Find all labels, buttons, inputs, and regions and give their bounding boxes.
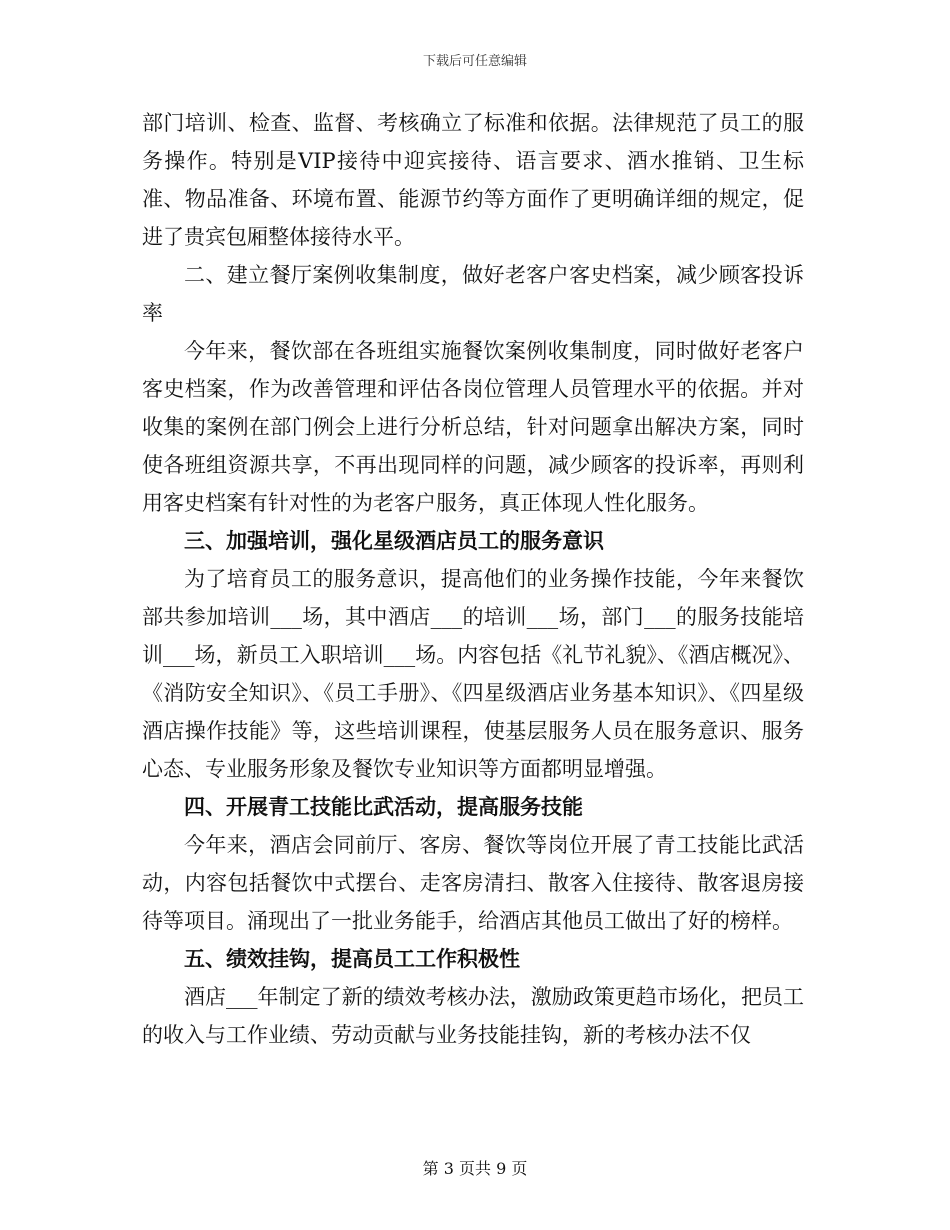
section-heading-5: 五、绩效挂钩，提高员工工作积极性 (184, 946, 520, 971)
paragraph-case-collection: 今年来，餐饮部在各班组实施餐饮案例收集制度，同时做好老客户客史档案，作为改善管理和评估各岗位管理人员管理水平的依据。并对收集的案例在部门例会上进行分析总结，针对问题拿出解决方案，同时使各班组资源共享，不再出现同样的问题，减少顾客的投诉率，再则利用客史档案有针对性的为老客户服务，真正体现人性化服务。 (142, 339, 804, 515)
page-number: 第 3 页共 9 页 (422, 1159, 528, 1178)
section-heading-2: 二、建立餐厅案例收集制度，做好老客户客史档案，减少顾客投诉率 (142, 263, 804, 325)
section-heading-4: 四、开展青工技能比武活动，提高服务技能 (184, 794, 583, 819)
section-heading-3: 三、加强培训，强化星级酒店员工的服务意识 (184, 528, 604, 553)
paragraph-training: 为了培育员工的服务意识，提高他们的业务操作技能，今年来餐饮部共参加培训___场，其中酒店___的培训___场，部门___的服务技能培训___场，新员工入职培训___场。内容包括《礼节礼貌》、《酒店概况》、《消防安全知识》、《员工手册》、《四星级酒店业务基本知识》、《四星级酒店操作技能》等，这些培训课程，使基层服务人员在服务意识、服务心态、专业服务形象及餐饮专业知识等方面都明显增强。 (142, 567, 804, 781)
paragraph-skills-contest: 今年来，酒店会同前厅、客房、餐饮等岗位开展了青工技能比武活动，内容包括餐饮中式摆台、走客房清扫、散客入住接待、散客退房接待等项目。涌现出了一批业务能手，给酒店其他员工做出了好的榜样。 (142, 833, 804, 933)
paragraph-continuation: 部门培训、检查、监督、考核确立了标准和依据。法律规范了员工的服务操作。特别是VIP接待中迎宾接待、语言要求、酒水推销、卫生标准、物品准备、环境布置、能源节约等方面作了更明确详细的规定，促进了贵宾包厢整体接待水平。 (142, 111, 804, 249)
document-body (142, 104, 804, 1054)
paragraph-performance: 酒店___年制定了新的绩效考核办法，激励政策更趋市场化，把员工的收入与工作业绩、劳动贡献与业务技能挂钩，新的考核办法不仅 (142, 985, 804, 1047)
page-header: 下载后可任意编辑 (422, 54, 527, 69)
